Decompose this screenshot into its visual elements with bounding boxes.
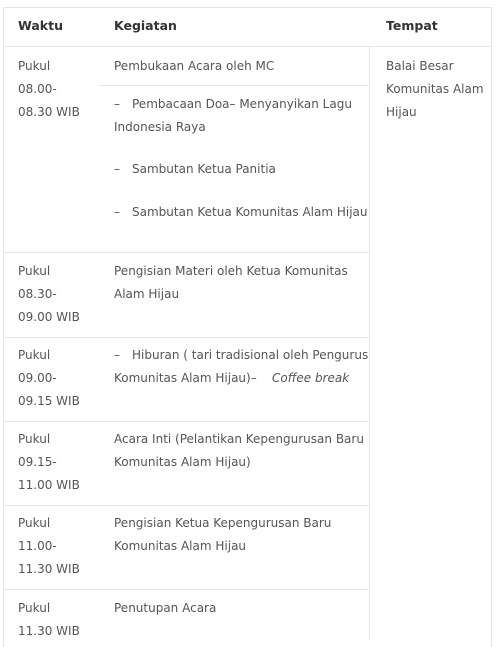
row-divider: [3, 252, 369, 253]
header-divider: [3, 46, 492, 47]
sub-divider: [99, 85, 369, 86]
row-divider: [3, 589, 369, 590]
tempat-cell: Balai Besar Komunitas Alam Hijau: [386, 59, 484, 119]
waktu-cell: Pukul 11.00- 11.30 WIB: [18, 516, 80, 576]
row-divider: [3, 505, 369, 506]
kegiatan-cell: Penutupan Acara: [114, 601, 217, 615]
row-divider: [3, 421, 369, 422]
tempat-column-divider: [369, 47, 370, 640]
kegiatan-cell: Acara Inti (Pelantikan Kepengurusan Baru Komunitas Alam Hijau): [114, 432, 364, 469]
kegiatan-cell: Pembukaan Acara oleh MC: [114, 59, 275, 73]
coffee-break-label: Coffee break: [271, 371, 350, 385]
waktu-cell: Pukul 08.00- 08.30 WIB: [18, 59, 80, 119]
header-kegiatan: Kegiatan: [114, 18, 177, 33]
kegiatan-sub-item: Indonesia Raya: [114, 120, 206, 134]
kegiatan-cell: Pengisian Materi oleh Ketua Komunitas Alam Hijau: [114, 264, 348, 301]
kegiatan-cell: – Hiburan ( tari tradisional oleh Pengurus Komunitas Alam Hijau)– Coffee break: [114, 348, 369, 385]
table-top-border: [3, 7, 492, 8]
header-tempat: Tempat: [386, 18, 438, 33]
kegiatan-sub-item: – Pembacaan Doa– Menyanyikan Lagu: [114, 97, 352, 111]
header-waktu: Waktu: [18, 18, 63, 33]
kegiatan-sub-item: – Sambutan Ketua Komunitas Alam Hijau: [114, 205, 368, 219]
kegiatan-sub-item: – Sambutan Ketua Panitia: [114, 162, 276, 176]
row-divider: [3, 337, 369, 338]
waktu-cell: Pukul 11.30 WIB: [18, 601, 80, 638]
waktu-cell: Pukul 09.15- 11.00 WIB: [18, 432, 80, 492]
kegiatan-cell: Pengisian Ketua Kepengurusan Baru Komunitas Alam Hijau: [114, 516, 332, 553]
waktu-cell: Pukul 08.30- 09.00 WIB: [18, 264, 80, 324]
waktu-cell: Pukul 09.00- 09.15 WIB: [18, 348, 80, 408]
